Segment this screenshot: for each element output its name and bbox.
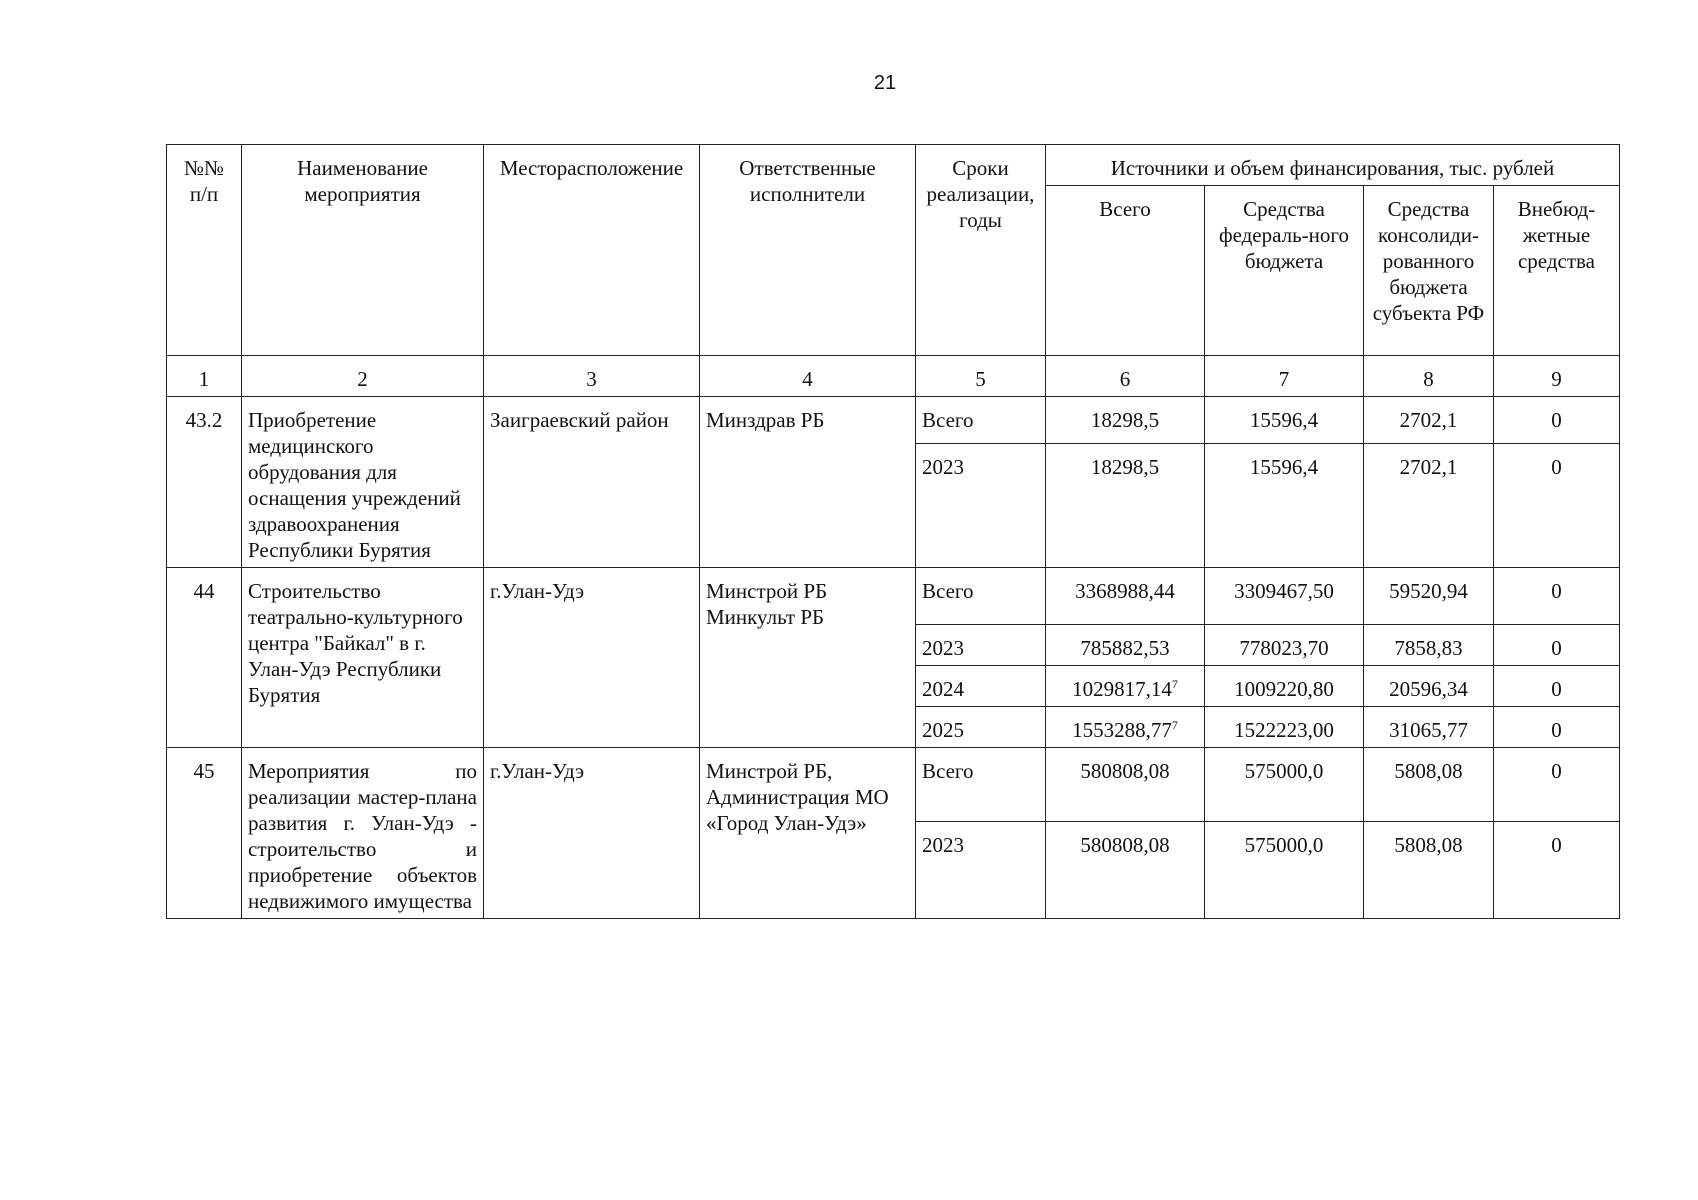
footnote-mark: 7 bbox=[1171, 718, 1178, 732]
entry-name: Строительство театрально-культурного центра "Байкал" в г. Улан-Удэ Республики Бурятия bbox=[242, 568, 484, 748]
column-number: 4 bbox=[700, 356, 916, 397]
page-number: 21 bbox=[873, 72, 897, 94]
header-responsible: Ответственные исполнители bbox=[700, 145, 916, 356]
value-federal: 3309467,50 bbox=[1205, 568, 1364, 625]
value-federal: 575000,0 bbox=[1205, 821, 1364, 918]
entry-year: Всего bbox=[916, 397, 1046, 444]
column-number-row bbox=[167, 356, 1620, 397]
value-total: 580808,08 bbox=[1046, 821, 1205, 918]
entry-responsible bbox=[700, 568, 916, 748]
header-federal: Средства федераль-ного бюджета bbox=[1205, 186, 1364, 356]
header-terms: Сроки реализации, годы bbox=[916, 145, 1046, 356]
entry-name: Приобретение медицинского обрудования для оснащения учреждений здравоохранения Республики Бурятия bbox=[242, 397, 484, 568]
value-consolidated: 2702,1 bbox=[1364, 444, 1494, 568]
value-total bbox=[1046, 707, 1205, 748]
header-location: Месторасположение bbox=[484, 145, 700, 356]
value-federal: 575000,0 bbox=[1205, 748, 1364, 822]
value-consolidated: 31065,77 bbox=[1364, 707, 1494, 748]
responsible-line: Минстрой РБ bbox=[706, 579, 828, 603]
column-number: 8 bbox=[1364, 356, 1494, 397]
value-consolidated: 20596,34 bbox=[1364, 666, 1494, 707]
entry-number: 43.2 bbox=[167, 397, 242, 568]
column-number: 6 bbox=[1046, 356, 1205, 397]
entry-year: 2023 bbox=[916, 625, 1046, 666]
value-text: 1029817,14 bbox=[1072, 677, 1172, 701]
table-row bbox=[167, 568, 1620, 625]
entry-number: 45 bbox=[167, 748, 242, 919]
value-total: 580808,08 bbox=[1046, 748, 1205, 822]
header-extrabudget: Внебюд-жетные средства bbox=[1494, 186, 1620, 356]
value-extrabudget: 0 bbox=[1494, 748, 1620, 822]
value-extrabudget: 0 bbox=[1494, 444, 1620, 568]
entry-responsible: Минстрой РБ, Администрация МО «Город Улан-Удэ» bbox=[700, 748, 916, 919]
value-total: 3368988,44 bbox=[1046, 568, 1205, 625]
footnote-mark: 7 bbox=[1171, 677, 1178, 691]
responsible-line: Минкульт РБ bbox=[706, 605, 825, 629]
entry-year: Всего bbox=[916, 568, 1046, 625]
value-extrabudget: 0 bbox=[1494, 397, 1620, 444]
value-total bbox=[1046, 666, 1205, 707]
table-row bbox=[167, 397, 1620, 444]
header-num: №№ п/п bbox=[167, 145, 242, 356]
column-number: 9 bbox=[1494, 356, 1620, 397]
value-consolidated: 59520,94 bbox=[1364, 568, 1494, 625]
entry-year: 2023 bbox=[916, 444, 1046, 568]
column-number: 2 bbox=[242, 356, 484, 397]
value-federal: 778023,70 bbox=[1205, 625, 1364, 666]
column-number: 3 bbox=[484, 356, 700, 397]
value-federal: 1009220,80 bbox=[1205, 666, 1364, 707]
entry-responsible: Минздрав РБ bbox=[700, 397, 916, 568]
value-extrabudget: 0 bbox=[1494, 666, 1620, 707]
value-total: 18298,5 bbox=[1046, 397, 1205, 444]
entry-year: 2024 bbox=[916, 666, 1046, 707]
entry-name: Мероприятия по реализации мастер-плана развития г. Улан-Удэ - строительство и приобретение объектов недвижимого имущества bbox=[242, 748, 484, 919]
value-extrabudget: 0 bbox=[1494, 821, 1620, 918]
column-number: 1 bbox=[167, 356, 242, 397]
entry-location: г.Улан-Удэ bbox=[484, 568, 700, 748]
value-consolidated: 5808,08 bbox=[1364, 821, 1494, 918]
entry-year: 2023 bbox=[916, 821, 1046, 918]
value-total: 785882,53 bbox=[1046, 625, 1205, 666]
value-extrabudget: 0 bbox=[1494, 707, 1620, 748]
header-total: Всего bbox=[1046, 186, 1205, 356]
header-consolidated: Средства консолиди-рованного бюджета субъекта РФ bbox=[1364, 186, 1494, 356]
value-extrabudget: 0 bbox=[1494, 625, 1620, 666]
entry-year: 2025 bbox=[916, 707, 1046, 748]
header-sources: Источники и объем финансирования, тыс. рублей bbox=[1046, 145, 1620, 186]
header-row bbox=[167, 145, 1620, 186]
value-consolidated: 7858,83 bbox=[1364, 625, 1494, 666]
financing-table bbox=[166, 144, 1620, 919]
value-federal: 1522223,00 bbox=[1205, 707, 1364, 748]
entry-number: 44 bbox=[167, 568, 242, 748]
value-federal: 15596,4 bbox=[1205, 397, 1364, 444]
column-number: 7 bbox=[1205, 356, 1364, 397]
value-text: 1553288,77 bbox=[1072, 718, 1172, 742]
entry-location: г.Улан-Удэ bbox=[484, 748, 700, 919]
table-row bbox=[167, 748, 1620, 822]
value-federal: 15596,4 bbox=[1205, 444, 1364, 568]
value-extrabudget: 0 bbox=[1494, 568, 1620, 625]
entry-year: Всего bbox=[916, 748, 1046, 822]
value-consolidated: 5808,08 bbox=[1364, 748, 1494, 822]
column-number: 5 bbox=[916, 356, 1046, 397]
header-name: Наименование мероприятия bbox=[242, 145, 484, 356]
value-total: 18298,5 bbox=[1046, 444, 1205, 568]
value-consolidated: 2702,1 bbox=[1364, 397, 1494, 444]
entry-location: Заиграевский район bbox=[484, 397, 700, 568]
